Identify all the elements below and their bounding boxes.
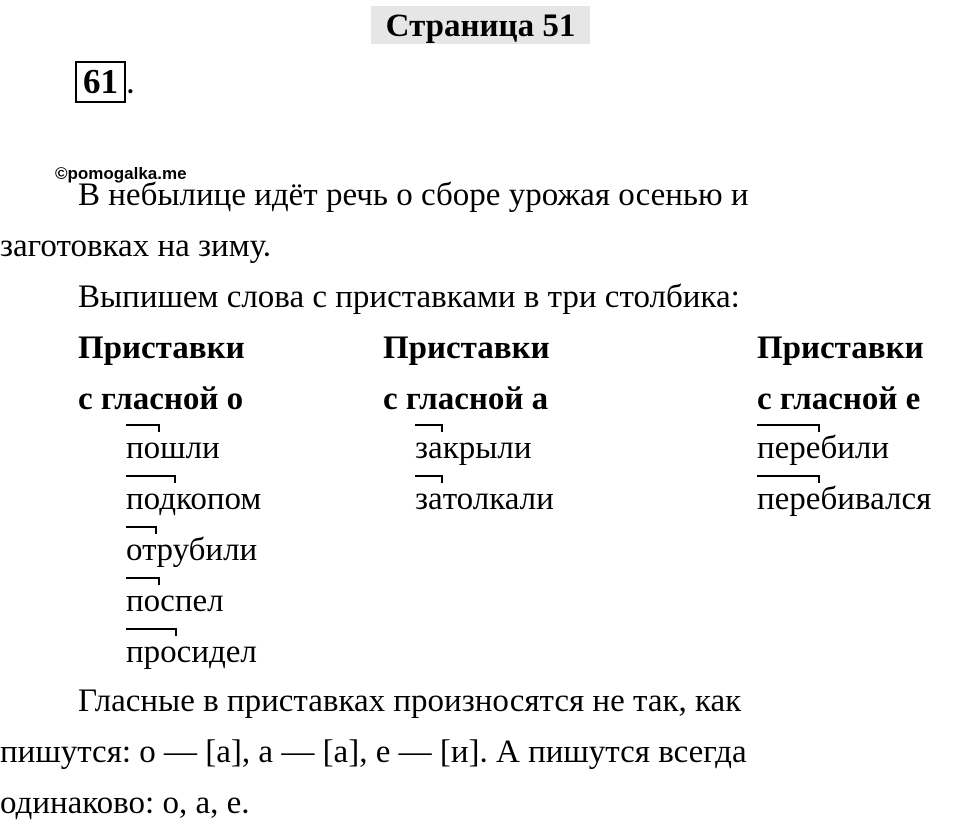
word-item	[126, 530, 257, 570]
word-rest: рубили	[156, 532, 258, 568]
conclusion-line-3: одинаково: о, а, е.	[0, 785, 250, 821]
intro-line-1: В небылице идёт речь о сборе урожая осенью и	[78, 177, 749, 213]
word-rest: сидел	[176, 634, 257, 670]
col-a-heading-2: с гласной а	[383, 381, 549, 417]
word-prefix: пере	[757, 481, 821, 517]
word-prefix: по	[126, 430, 161, 466]
intro-line-3: Выпишем слова с приставками в три столбика:	[78, 279, 740, 315]
conclusion-line-1: Гласные в приставках произносятся не так, как	[78, 683, 742, 719]
word-rest: бивался	[820, 481, 932, 517]
word-rest: толкали	[442, 481, 554, 517]
exercise-number-box: 61	[75, 61, 126, 103]
word-item	[757, 479, 931, 519]
exercise-number-dot: .	[126, 62, 135, 101]
page-title: Страница 51	[371, 6, 590, 44]
word-prefix: по	[126, 583, 161, 619]
word-prefix: за	[415, 481, 443, 517]
col-o-heading-2: с гласной о	[78, 381, 244, 417]
word-item	[126, 632, 257, 672]
col-e-heading-2: с гласной е	[757, 381, 921, 417]
word-rest: спел	[160, 583, 224, 619]
word-item	[415, 428, 532, 468]
word-rest: крыли	[442, 430, 532, 466]
word-item	[415, 479, 554, 519]
word-rest: копом	[176, 481, 262, 517]
word-rest: шли	[160, 430, 220, 466]
word-prefix: про	[126, 634, 177, 670]
word-prefix: за	[415, 430, 443, 466]
word-prefix: под	[126, 481, 176, 517]
exercise-number	[75, 61, 135, 103]
watermark: ©pomogalka.me	[55, 164, 187, 183]
word-prefix: пере	[757, 430, 821, 466]
word-prefix: от	[126, 532, 157, 568]
word-rest: били	[820, 430, 890, 466]
word-item	[126, 479, 261, 519]
word-item	[126, 581, 224, 621]
intro-line-2: заготовках на зиму.	[0, 228, 272, 264]
conclusion-line-2: пишутся: о — [а], а — [а], е — [и]. А пишутся всегда	[0, 734, 747, 770]
word-item	[126, 428, 220, 468]
col-e-heading-1: Приставки	[757, 330, 924, 366]
col-o-heading-1: Приставки	[78, 330, 245, 366]
word-item	[757, 428, 889, 468]
col-a-heading-1: Приставки	[383, 330, 550, 366]
